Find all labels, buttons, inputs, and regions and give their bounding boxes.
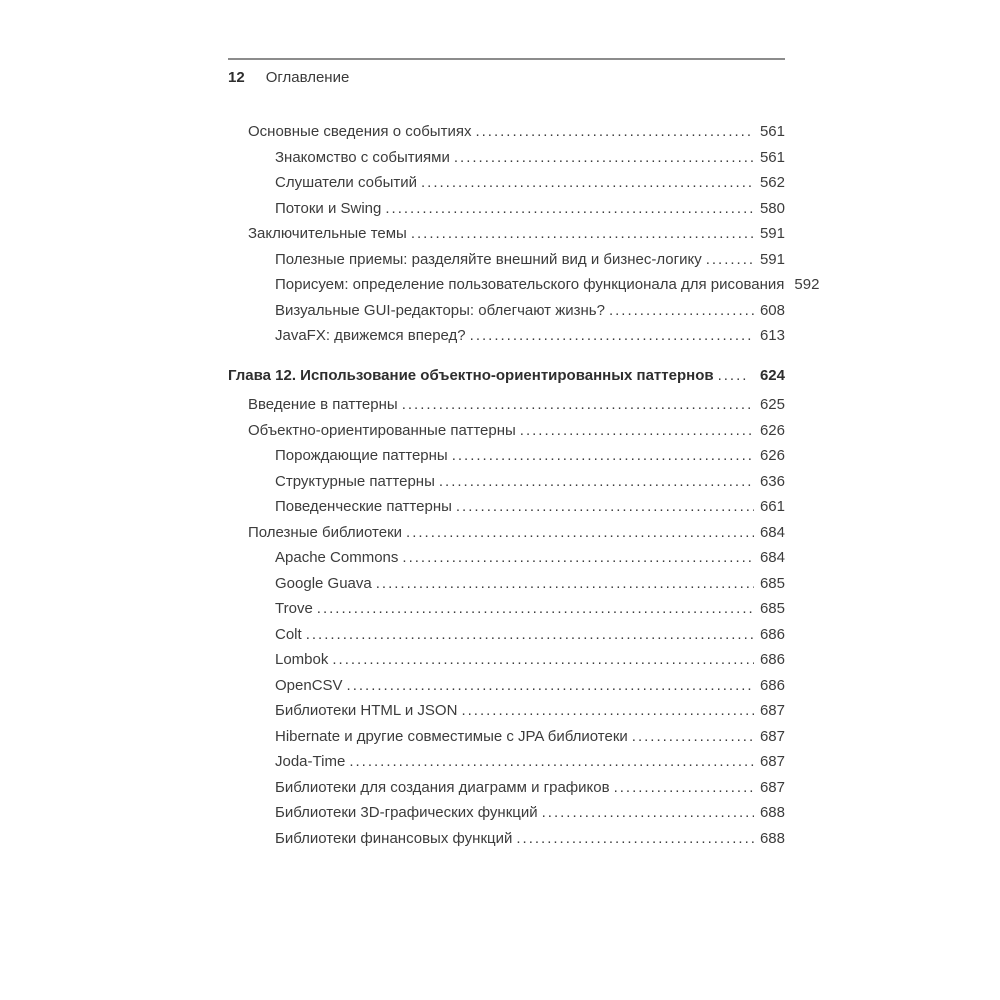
toc-entry <box>275 447 785 473</box>
toc-entry <box>275 702 785 728</box>
toc-entry-page: 686 <box>759 676 785 694</box>
toc-entry-page: 685 <box>759 600 785 617</box>
toc-entry-label: Google Guava <box>275 574 372 592</box>
dot-leader <box>706 251 754 268</box>
table-of-contents <box>228 123 820 855</box>
toc-entry-page: 591 <box>759 225 785 242</box>
toc-entry-label: Библиотеки HTML и JSON <box>275 702 458 719</box>
toc-entry-page: 687 <box>759 753 785 770</box>
toc-entry-label: Hibernate и другие совместимые с JPA библиотеки <box>275 727 628 745</box>
toc-entry-page: 685 <box>759 574 785 592</box>
toc-entry-label: Lombok <box>275 651 329 668</box>
header-rule <box>228 58 785 60</box>
dot-leader <box>317 600 754 617</box>
toc-entry-page: 625 <box>759 396 785 413</box>
toc-entry <box>275 651 785 677</box>
dot-leader <box>454 149 754 166</box>
toc-entry-page: 686 <box>759 651 785 668</box>
toc-entry-page: 687 <box>759 727 785 745</box>
toc-entry-page: 561 <box>759 148 785 166</box>
toc-entry-label: OpenCSV <box>275 676 343 694</box>
dot-leader <box>609 302 754 319</box>
toc-entry-page: 592 <box>794 276 820 293</box>
toc-entry-label: Потоки и Swing <box>275 199 382 217</box>
toc-entry <box>275 779 785 805</box>
toc-entry-page: 624 <box>759 366 785 384</box>
dot-leader <box>520 422 754 439</box>
toc-entry-label: Полезные приемы: разделяйте внешний вид и бизнес-логику <box>275 250 702 268</box>
toc-entry-label: Введение в паттерны <box>248 396 398 413</box>
toc-entry-page: 661 <box>759 498 785 515</box>
toc-entry-label: Заключительные темы <box>248 225 407 242</box>
toc-entry <box>275 830 785 856</box>
toc-entry <box>248 396 785 422</box>
dot-leader <box>406 524 754 541</box>
toc-entry-label: Объектно-ориентированные паттерны <box>248 421 516 439</box>
toc-entry <box>275 549 785 575</box>
running-header-title: Оглавление <box>265 69 350 86</box>
dot-leader <box>542 804 754 821</box>
toc-entry-page: 688 <box>759 829 785 847</box>
toc-entry <box>275 149 785 175</box>
toc-entry-label: JavaFX: движемся вперед? <box>275 327 466 344</box>
toc-entry-label: Полезные библиотеки <box>248 523 403 541</box>
toc-entry-page: 562 <box>759 174 785 191</box>
dot-leader <box>332 651 754 668</box>
toc-entry-label: Слушатели событий <box>275 174 417 191</box>
toc-entry <box>275 626 785 652</box>
toc-entry-page: 636 <box>759 472 785 490</box>
dot-leader <box>452 447 754 464</box>
dot-leader <box>347 677 754 694</box>
dot-leader <box>718 367 749 384</box>
toc-entry <box>275 302 785 328</box>
dot-leader <box>402 396 754 413</box>
toc-entry-label: Визуальные GUI-редакторы: облегчают жизнь? <box>275 301 605 319</box>
toc-entry-page: 687 <box>759 778 785 796</box>
dot-leader <box>456 498 754 515</box>
toc-entry-page: 684 <box>759 549 785 566</box>
page-number: 12 <box>228 69 245 86</box>
toc-entry-label: Глава 12. Использование объектно-ориентированных паттернов <box>228 366 714 384</box>
toc-entry <box>248 123 785 149</box>
dot-leader <box>402 549 754 566</box>
toc-entry-label: Библиотеки финансовых функций <box>275 829 513 847</box>
toc-entry <box>275 804 785 830</box>
toc-entry <box>275 276 820 302</box>
toc-entry-page: 591 <box>759 250 785 268</box>
toc-entry-label: Colt <box>275 625 302 643</box>
toc-entry <box>275 498 785 524</box>
toc-entry-label: Знакомство с событиями <box>275 148 450 166</box>
toc-entry-page: 626 <box>759 447 785 464</box>
toc-entry-label: Структурные паттерны <box>275 472 435 490</box>
toc-entry <box>275 753 785 779</box>
toc-entry-page: 684 <box>759 523 785 541</box>
toc-entry <box>248 524 785 550</box>
toc-entry-page: 686 <box>759 625 785 643</box>
toc-entry <box>275 473 785 499</box>
dot-leader <box>411 225 754 242</box>
dot-leader <box>516 830 754 847</box>
toc-entry-label: Библиотеки 3D-графических функций <box>275 804 538 821</box>
dot-leader <box>439 473 754 490</box>
toc-entry <box>275 200 785 226</box>
toc-entry-label: Trove <box>275 600 313 617</box>
toc-entry-label: Порисуем: определение пользовательского функционала для рисования <box>275 276 785 293</box>
toc-entry <box>228 367 785 393</box>
toc-entry-page: 580 <box>759 199 785 217</box>
toc-entry-label: Поведенческие паттерны <box>275 498 452 515</box>
toc-entry-page: 561 <box>759 123 785 140</box>
dot-leader <box>306 626 754 643</box>
toc-entry-label: Порождающие паттерны <box>275 447 448 464</box>
toc-entry-page: 608 <box>759 301 785 319</box>
dot-leader <box>632 728 754 745</box>
toc-entry <box>248 422 785 448</box>
toc-entry <box>275 677 785 703</box>
dot-leader <box>349 753 754 770</box>
toc-entry <box>275 600 785 626</box>
book-page <box>228 0 820 855</box>
dot-leader <box>614 779 754 796</box>
toc-entry-page: 626 <box>759 421 785 439</box>
toc-entry <box>275 251 785 277</box>
toc-entry-label: Основные сведения о событиях <box>248 123 472 140</box>
toc-entry-page: 688 <box>759 804 785 821</box>
toc-entry-page: 687 <box>759 702 785 719</box>
toc-entry-page: 613 <box>759 327 785 344</box>
dot-leader <box>461 702 754 719</box>
toc-entry <box>275 327 785 353</box>
toc-entry-label: Apache Commons <box>275 549 399 566</box>
dot-leader <box>376 575 754 592</box>
toc-entry <box>248 225 785 251</box>
toc-entry <box>275 728 785 754</box>
dot-leader <box>421 174 754 191</box>
toc-entry-label: Библиотеки для создания диаграмм и графиков <box>275 778 610 796</box>
toc-entry <box>275 575 785 601</box>
dot-leader <box>470 327 754 344</box>
dot-leader <box>475 123 754 140</box>
running-header <box>228 69 785 86</box>
dot-leader <box>385 200 754 217</box>
toc-entry <box>275 174 785 200</box>
toc-entry-label: Joda-Time <box>275 753 346 770</box>
